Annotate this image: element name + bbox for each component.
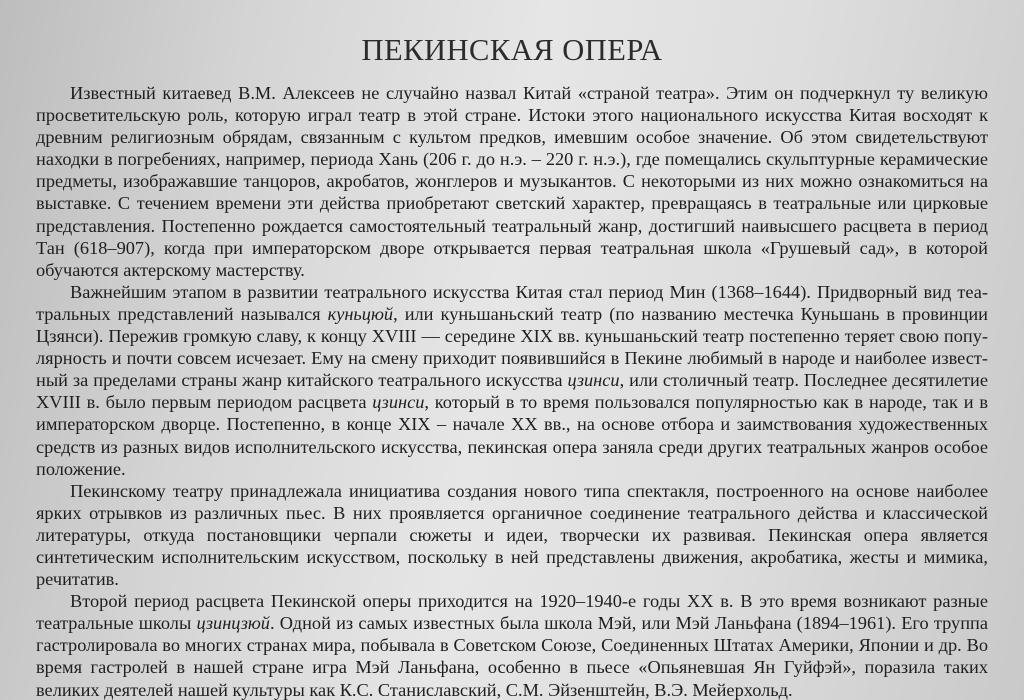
paragraph-2 (36, 281, 988, 480)
paragraph-1 (36, 82, 988, 281)
term-jingxi: цзинси (372, 392, 425, 413)
paragraph-4 (36, 590, 988, 700)
text-run: Второй период расцвета Пекинской оперы приходится на 1920–1940-е годы XX в. В это время возникают разные театральные школы (36, 591, 988, 634)
text-run: , или куньшаньский театр (по названию местечка Куньшань в провинции Цзянси). Пережив громкую славу, к концу XVIII — середине XIX вв. куньшаньский театр постепенно теряет свою популярность и почти совсем исчезает. Ему на смену приходит появившийся в Пекине любимый в народе и наиболее известный за пределами страны жанр китайского театрального искусства (36, 303, 989, 391)
text-run: Пекинскому театру принадлежала инициатива создания нового типа спектакля, построенного на основе наиболее ярких отрывков из различных пьес. В них проявляется органичное соединение театрального действа и классической литературы, откуда постановщики черпали сюжеты и идеи, творчески их развивая. Пекинская опера является синтетическим исполнительским искусством, поскольку в ней представлены движения, акробатика, жесты и мимика, речитатив. (36, 480, 988, 590)
text-run: . Одной из самых известных была школа Мэй, или Мэй Ланьфана (1894–1961). Его труппа гастролировала во многих странах мира, побывала в Советском Союзе, Соединенных Штатах Америки, Японии и др. Во время гастролей в нашей стране игра Мэй Ланьфана, особенно в пьесе «Опьяневшая Ян Гуйфэй», поразила таких великих деятелей нашей культуры как К.С. Станиславский, С.М. Эйзенштейн, В.Э. Мейерхольд. (36, 613, 988, 700)
term-jingxi: цзинси (567, 370, 620, 391)
term-kunqu: куньцюй (327, 303, 394, 324)
text-run: , который в то время пользовался популярностью как в народе, так и в императорском дворце. Постепенно, в конце XIX – начале XX вв., на основе отбора и заимствования художественных средств из разных видов исполнительского искусства, пекинская опера заняла среди других театральных жанров особое положение. (36, 392, 988, 479)
page-title: ПЕКИНСКАЯ ОПЕРА (361, 33, 663, 67)
text-run: Важнейшим этапом в развитии театрального искусства Китая стал период Мин (1368–1644). Придворный вид театральных представлений назывался (36, 281, 988, 324)
term-jingju: цзинцзюй (196, 613, 270, 634)
paragraph-3 (36, 480, 988, 590)
text-run: Известный китаевед В.М. Алексеев не случайно назвал Китай «страной театра». Этим он подчеркнул ту великую просветительскую роль, которую играл театр в этой стране. Истоки этого национального искусства Китая восходят к древним религиозным обрядам, связанным с культом предков, имевшим особое значение. Об этом свидетельствуют находки в погребениях, например, периода Хань (206 г. до н.э. – 220 г. н.э.), где помещались скульптурные керамические предметы, изображавшие танцоров, акробатов, жонглеров и музыкантов. С некоторыми из них можно ознакомиться на выставке. С течением времени эти действа приобретают светский характер, превращаясь в театральные или цирковые представления. Постепенно рождается самостоятельный театральный жанр, достигший наивысшего расцвета в период Тан (618–907), когда при императорском дворе открывается первая театральная школа «Грушевый сад», в которой обучаются актерскому мастерству. (36, 83, 988, 280)
text-run: , или столичный театр. Последнее десятилетие XVIII в. было первым периодом расцвета (36, 370, 988, 413)
body-text (36, 82, 988, 700)
